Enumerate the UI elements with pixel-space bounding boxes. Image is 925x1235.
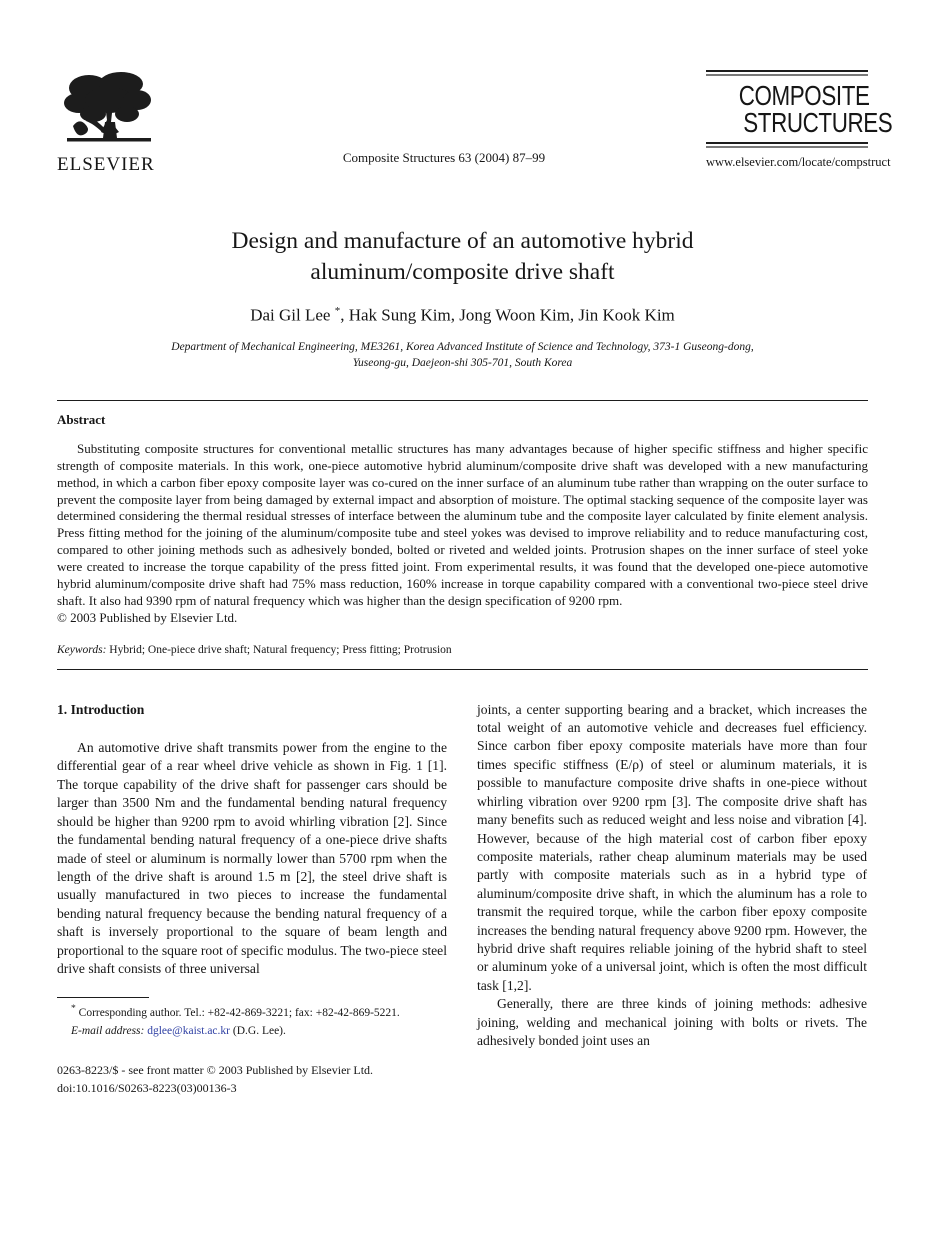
- abstract-body: Substituting composite structures for conventional metallic structures has many advantages because of higher specific stiffness and higher specific strength of composite materials. In this work, one-piece automotive hybrid aluminum/composite drive shaft was developed with a new manufacturing method, in which a carbon fiber epoxy composite layer was co-cured on the inner surface of an aluminum tube rather than wrapping on the outer surface to prevent the composite layer from being damaged by external impact and absorption of moisture. The optimal stacking sequence of the composite layer was determined considering the thermal residual stresses of interface between the aluminum tube and the composite layer calculated by finite element analysis. Press fitting method for the joining of the aluminum/composite tube and steel yokes was devised to improve reliability and to reduce manufacturing cost, compared to other joining methods such as adhesively bonded, bolted or riveted and welded joints. Protrusion shapes on the inner surface of steel yoke were created to increase the torque capability of the press fitted joint. From experimental results, it was found that the developed one-piece automotive hybrid aluminum/composite drive shaft had 75% mass reduction, 160% increase in torque capability compared with a conventional two-piece steel drive shaft. It also had 9390 rpm of natural frequency which was higher than the design specification of 9200 rpm.: [57, 440, 868, 608]
- corresponding-author-marker: *: [334, 305, 341, 318]
- left-column: [57, 701, 447, 1097]
- keywords-bottom-rule: [57, 669, 868, 670]
- journal-logo-line2: STRUCTURES: [743, 107, 893, 139]
- page-header: [57, 0, 893, 176]
- article-title: Design and manufacture of an automotive hybrid aluminum/composite drive shaft: [231, 228, 694, 286]
- journal-logo-block: [706, 70, 893, 170]
- keywords-label: Keywords:: [57, 643, 107, 656]
- intro-paragraph-right-2: Generally, there are three kinds of joining methods: adhesive joining, welding and mechanical joining with bolts or rivets. The adhesively bonded joint uses an: [477, 996, 867, 1048]
- publisher-name: ELSEVIER: [57, 154, 155, 175]
- email-label: E-mail address:: [71, 1024, 145, 1037]
- footnote-corresponding: * Corresponding author. Tel.: +82-42-869-3221; fax: +82-42-869-5221.: [71, 1003, 400, 1020]
- journal-citation: Composite Structures 63 (2004) 87–99: [342, 150, 546, 165]
- abstract-top-rule: [57, 400, 868, 401]
- footnote-email-line: [57, 1023, 447, 1040]
- section-heading-introduction: 1. Introduction: [57, 701, 145, 717]
- email-link[interactable]: dglee@kaist.ac.kr: [147, 1024, 230, 1037]
- issn-line: 0263-8223/$ - see front matter © 2003 Published by Elsevier Ltd.: [57, 1062, 374, 1077]
- footnote-marker: *: [71, 1003, 76, 1015]
- email-suffix: (D.G. Lee).: [230, 1024, 286, 1037]
- publisher-block: [57, 70, 182, 176]
- body-columns: [57, 701, 868, 1097]
- footnote-rule: [57, 997, 149, 998]
- journal-logo-title: [706, 80, 893, 139]
- doi-line: doi:10.1016/S0263-8223(03)00136-3: [57, 1080, 237, 1095]
- author-list: Dai Gil Lee *, Hak Sung Kim, Jong Woon Kim, Jin Kook Kim: [250, 305, 675, 325]
- right-column: [477, 701, 867, 1097]
- keywords-line: [57, 644, 868, 656]
- abstract-copyright: © 2003 Published by Elsevier Ltd.: [57, 609, 238, 625]
- journal-logo-top-rule: [706, 70, 868, 76]
- footnote-block: [57, 997, 447, 1039]
- front-matter-block: [57, 1061, 447, 1097]
- affiliation: Department of Mechanical Engineering, ME3261, Korea Advanced Institute of Science and Technology, 373-1 Guseong-dong, Yuseong-gu, Daejeon-shi 305-701, South Korea: [171, 340, 754, 369]
- journal-url: www.elsevier.com/locate/compstruct: [706, 154, 891, 169]
- abstract-heading: Abstract: [57, 411, 106, 427]
- journal-logo-bottom-rule: [706, 142, 868, 148]
- keywords-text: Hybrid; One-piece drive shaft; Natural frequency; Press fitting; Protrusion: [106, 643, 452, 656]
- intro-paragraph-left: An automotive drive shaft transmits power from the engine to the differential gear of a rear wheel drive vehicle as shown in Fig. 1 [1]. The torque capability of the drive shaft for passenger cars should be larger than 3500 Nm and the fundamental bending natural frequency should be higher than 9200 rpm to avoid whirling vibration [2]. Since the fundamental bending natural frequency of a one-piece drive shafts made of steel or aluminum is normally lower than 5700 rpm when the length of the drive shaft is around 1.5 m [2], the steel drive shaft is usually manufactured in two pieces to increase the fundamental bending natural frequency because the bending natural frequency of a shaft is inversely proportional to the square of beam length and proportional to the square root of specific modulus. The two-piece steel drive shaft consists of three universal: [57, 740, 447, 976]
- journal-logo-line1: COMPOSITE: [738, 80, 870, 111]
- intro-paragraph-right-1: joints, a center supporting bearing and a bracket, which increases the total weight of an automotive vehicle and decreases fuel efficiency. Since carbon fiber epoxy composite materials have more than four times specific stiffness (E/ρ) of steel or aluminum materials, it is possible to manufacture composite drive shafts in one-piece without whirling vibration over 9200 rpm [3]. The composite drive shaft has many benefits such as reduced weight and less noise and vibration [4]. However, because of the high material cost of carbon fiber epoxy composite materials, rather cheap aluminum materials may be used partly with composite materials such as in a hybrid type of aluminum/composite drive shaft, in which the aluminum has a role to transmit the required torque, while the carbon fiber epoxy composite increases the bending natural frequency above 9200 rpm. However, the hybrid drive shaft requires reliable joining of the hybrid shaft to steel or aluminum yoke of a universal joint, which is often the most difficult task [1,2].: [477, 701, 867, 993]
- elsevier-tree-icon: [59, 70, 159, 152]
